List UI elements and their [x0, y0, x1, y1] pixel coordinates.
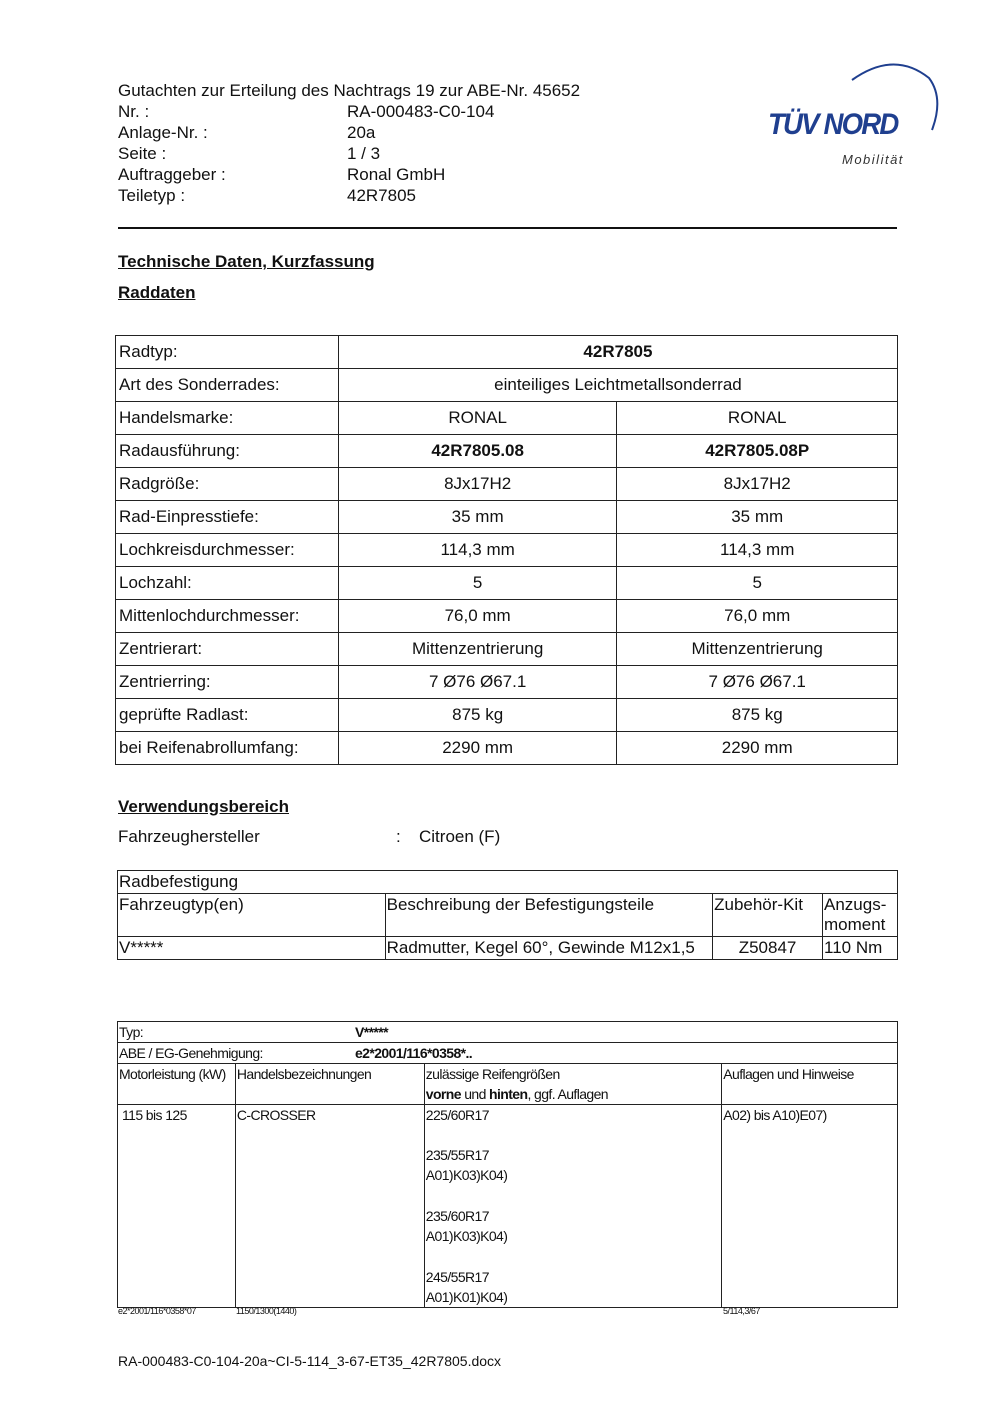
section-title-usage: Verwendungsbereich	[118, 797, 289, 816]
table-row: Lochkreisdurchmesser: 114,3 mm 114,3 mm	[116, 534, 898, 567]
document-title: Gutachten zur Erteilung des Nachtrags 19 zur ABE-Nr. 45652	[118, 81, 581, 100]
header-row: Anlage-Nr. : 20a	[118, 123, 376, 142]
table-row: Fahrzeugtyp(en) Beschreibung der Befestigungsteile Zubehör-Kit Anzugs-moment	[118, 894, 898, 937]
table-row: Radgröße: 8Jx17H2 8Jx17H2	[116, 468, 898, 501]
table-row: Zentrierart: Mittenzentrierung Mittenzentrierung	[116, 633, 898, 666]
wheel-fixing-table	[117, 870, 898, 960]
table-row: Handelsmarke: RONAL RONAL	[116, 402, 898, 435]
table-row: ABE / EG-Genehmigung: e2*2001/116*0358*..	[118, 1043, 898, 1064]
logo-subtitle: Mobilität	[842, 152, 904, 167]
table-row: Typ: V*****	[118, 1022, 898, 1043]
tuev-nord-logo	[764, 58, 944, 178]
vehicle-type-table	[117, 1021, 898, 1308]
footnote-approval: e2*2001/116*0358*07	[118, 1306, 196, 1316]
table-row: Radbefestigung	[118, 871, 898, 894]
table-row: Rad-Einpresstiefe: 35 mm 35 mm	[116, 501, 898, 534]
document-header	[118, 80, 580, 206]
table-row: geprüfte Radlast: 875 kg 875 kg	[116, 699, 898, 732]
table-row: 115 bis 125 C-CROSSER 225/60R17 235/55R17 A01)K03)K04) 235/60R17 A01)K03)K04) 245/55R17 A01)K01)K04) A02) bis A10)E07)	[118, 1105, 898, 1308]
table-row: bei Reifenabrollumfang: 2290 mm 2290 mm	[116, 732, 898, 765]
header-row: Seite : 1 / 3	[118, 144, 381, 163]
table-row: Mittenlochdurchmesser: 76,0 mm 76,0 mm	[116, 600, 898, 633]
section-subtitle: Raddaten	[118, 283, 196, 302]
table-row: Motorleistung (kW) Handelsbezeichnungen zulässige Reifengrößen vorne und hinten, ggf. Auflagen Auflagen und Hinweise	[118, 1064, 898, 1105]
tyre-sizes-cell: 225/60R17 235/55R17 A01)K03)K04) 235/60R17 A01)K03)K04) 245/55R17 A01)K01)K04)	[424, 1105, 721, 1308]
table-row: V***** Radmutter, Kegel 60°, Gewinde M12x1,5 Z50847 110 Nm	[118, 937, 898, 960]
footnote-weights: 1150/1300(1440)	[236, 1306, 297, 1316]
wheel-data-table	[115, 335, 898, 765]
table-row: Radausführung: 42R7805.08 42R7805.08P	[116, 435, 898, 468]
section-title: Technische Daten, Kurzfassung	[118, 252, 375, 271]
footnote-bolt-pattern: 5/114,3/67	[723, 1306, 760, 1316]
header-row: Nr. : RA-000483-C0-104	[118, 102, 495, 121]
table-row: Zentrierring: 7 Ø76 Ø67.1 7 Ø76 Ø67.1	[116, 666, 898, 699]
table-row: Radtyp: 42R7805	[116, 336, 898, 369]
logo-wordmark: TÜV NORD	[768, 108, 898, 141]
header-row: Teiletyp : 42R7805	[118, 186, 417, 205]
table-row: Art des Sonderrades: einteiliges Leichtmetallsonderrad	[116, 369, 898, 402]
document-filename: RA-000483-C0-104-20a~CI-5-114_3-67-ET35_42R7805.docx	[118, 1353, 502, 1369]
table-row: Lochzahl: 5 5	[116, 567, 898, 600]
header-row: Auftraggeber : Ronal GmbH	[118, 165, 446, 184]
manufacturer-line: Fahrzeughersteller : Citroen (F)	[118, 827, 501, 846]
header-divider	[118, 227, 897, 229]
